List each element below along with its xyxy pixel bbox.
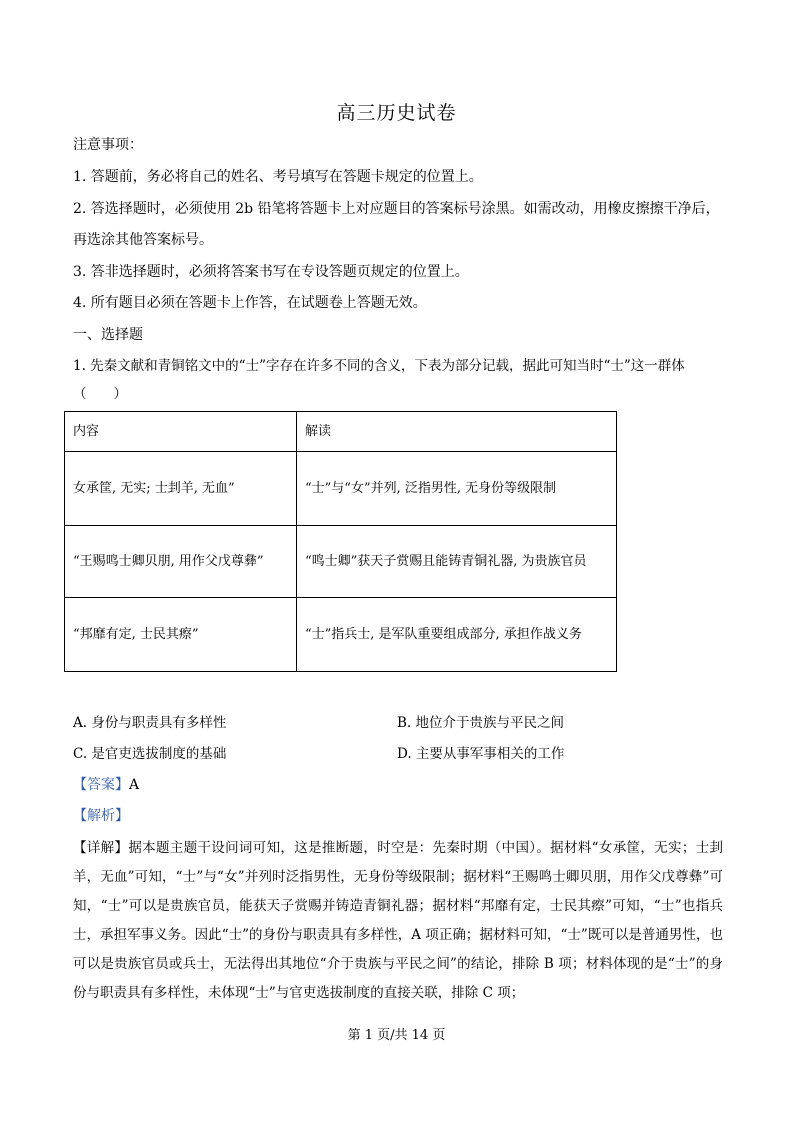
table-cell-content: 女承筐, 无实; 士刲羊, 无血” (65, 452, 297, 526)
answer-label: 【答案】 (73, 777, 129, 793)
notice-item-4: 4. 所有题目必须在答题卡上作答，在试题卷上答题无效。 (73, 295, 427, 311)
table-row (65, 452, 617, 526)
notice-item-2: 2. 答选择题时，必须使用 2b 铅笔将答题卡上对应题目的答案标号涂黑。如需改动，用橡皮擦擦干净后，再选涂其他答案标号。 (73, 201, 720, 248)
records-table (64, 411, 617, 672)
analysis-line (73, 806, 723, 826)
detail-paragraph (73, 834, 723, 1008)
table-header-cell: 解读 (297, 412, 617, 452)
table-cell-interpretation: “士”指兵士, 是军队重要组成部分, 承担作战义务 (297, 598, 617, 672)
option-a: A. 身份与职责具有多样性 (73, 715, 227, 731)
option-d: D. 主要从事军事相关的工作 (397, 746, 565, 762)
option-c: C. 是官吏选拔制度的基础 (73, 746, 227, 762)
table-row (65, 598, 617, 672)
option-b: B. 地位介于贵族与平民之间 (397, 715, 565, 731)
table-row (65, 526, 617, 598)
detail-label: 【详解】 (73, 840, 129, 856)
notice-item-1: 1. 答题前，务必将自己的姓名、考号填写在答题卡规定的位置上。 (73, 169, 483, 185)
page-title: 高三历史试卷 (336, 102, 457, 124)
question-stem: 1. 先秦文献和青铜铭文中的“士”字存在许多不同的含义，下表为部分记载，据此可知当时“士”这一群体（ ） (73, 358, 685, 402)
analysis-label: 【解析】 (73, 808, 129, 824)
answer-line (73, 775, 723, 795)
detail-text: 据本题主题干设问词可知，这是推断题，时空是：先秦时期（中国）。据材料“女承筐，无实；士刲羊，无血”可知，“士”与“女”并列时泛指男性，无身份等级限制；据材料“王赐鸣士卿贝朋，用作父戊尊彝”可知，“士”可以是贵族官员，能获天子赏赐并铸造青铜礼器；据材料“邦靡有定，士民其瘵”可知，“士”也指兵士，承担军事义务。因此“士”的身份与职责具有多样性，A 项正确；据材料可知，“士”既可以是普通男性，也可以是贵族官员或兵士，无法得出其地位“介于贵族与平民之间”的结论，排除 B 项；材料体现的是“士”的身份与职责具有多样性，未体现“士”与官吏选拔制度的直接关联，排除 C 项； (73, 840, 724, 1001)
table-cell-interpretation: “士”与“女”并列, 泛指男性, 无身份等级限制 (297, 452, 617, 526)
page-footer: 第 1 页/共 14 页 (347, 1028, 446, 1043)
table-cell-content: “王赐鸣士卿贝朋, 用作父戊尊彝” (65, 526, 297, 598)
table-header-cell: 内容 (65, 412, 297, 452)
section-heading: 一、选择题 (73, 327, 143, 343)
table-header-row (65, 412, 617, 452)
answer-value: A (129, 777, 140, 793)
table-cell-interpretation: “鸣士卿”获天子赏赐且能铸青铜礼器, 为贵族官员 (297, 526, 617, 598)
table-cell-content: “邦靡有定, 士民其瘵” (65, 598, 297, 672)
notice-item-3: 3. 答非选择题时，必须将答案书写在专设答题页规定的位置上。 (73, 264, 469, 280)
notice-heading: 注意事项： (73, 137, 143, 153)
